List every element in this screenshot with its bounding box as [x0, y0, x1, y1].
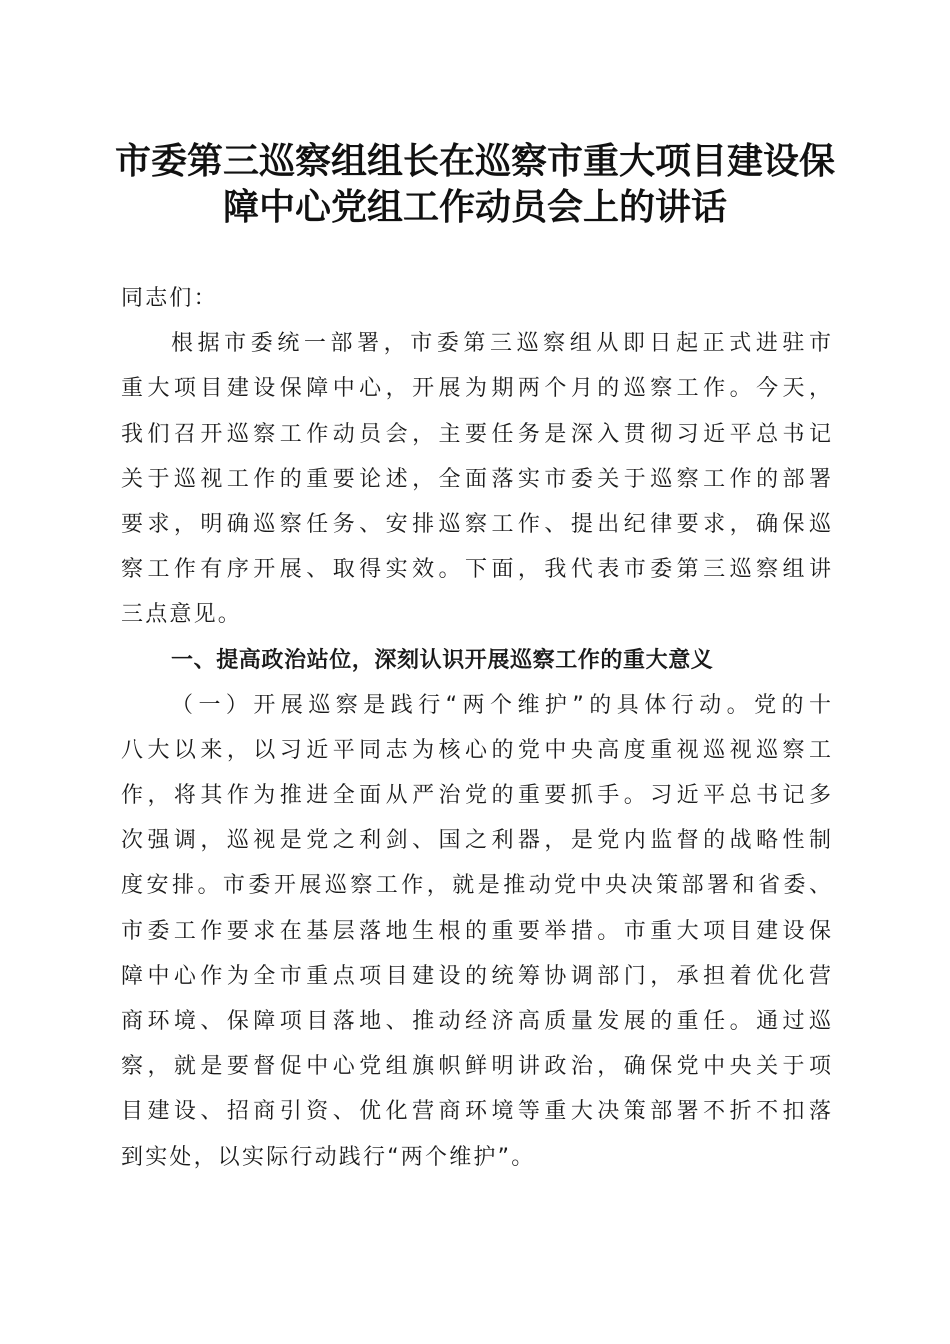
paragraph-2-line-10: 目建设、招商引资、优化营商环境等重大决策部署不折不扣落	[121, 1099, 831, 1125]
paragraph-2-line-6: 市委工作要求在基层落地生根的重要举措。市重大项目建设保	[121, 918, 831, 944]
salutation: 同志们：	[121, 286, 218, 311]
paragraph-1-line-1: 根据市委统一部署，市委第三巡察组从即日起正式进驻市	[171, 331, 831, 357]
paragraph-2-line-9: 察，就是要督促中心党组旗帜鲜明讲政治，确保党中央关于项	[121, 1054, 831, 1080]
paragraph-2-line-3: 作，将其作为推进全面从严治党的重要抓手。习近平总书记多	[121, 783, 831, 809]
paragraph-2-line-4: 次强调，巡视是党之利剑、国之利器，是党内监督的战略性制	[121, 828, 831, 854]
paragraph-1-line-2: 重大项目建设保障中心，开展为期两个月的巡察工作。今天，	[121, 376, 831, 402]
title-line-1: 市委第三巡察组组长在巡察市重大项目建设保	[114, 140, 835, 182]
paragraph-2-line-7: 障中心作为全市重点项目建设的统筹协调部门，承担着优化营	[121, 963, 831, 989]
paragraph-1-line-7: 三点意见。	[121, 602, 243, 628]
paragraph-2-line-1: （一）开展巡察是践行“两个维护”的具体行动。党的十	[171, 692, 831, 718]
paragraph-2-line-8: 商环境、保障项目落地、推动经济高质量发展的重任。通过巡	[121, 1009, 831, 1034]
paragraph-1-line-5: 要求，明确巡察任务、安排巡察工作、提出纪律要求，确保巡	[121, 511, 831, 537]
paragraph-1-line-6: 察工作有序开展、取得实效。下面，我代表市委第三巡察组讲	[121, 557, 831, 583]
document-title	[100, 138, 850, 230]
title-line-2: 障中心党组工作动员会上的讲话	[222, 186, 727, 228]
paragraph-1-line-4: 关于巡视工作的重要论述，全面落实市委关于巡察工作的部署	[121, 466, 831, 492]
paragraph-1-line-3: 我们召开巡察工作动员会，主要任务是深入贯彻习近平总书记	[121, 421, 831, 447]
paragraph-2-line-5: 度安排。市委开展巡察工作，就是推动党中央决策部署和省委、	[121, 873, 831, 899]
document-body	[121, 276, 831, 1180]
paragraph-2-line-11: 到实处，以实际行动践行“两个维护”。	[121, 1144, 536, 1170]
paragraph-2-line-2: 八大以来，以习近平同志为核心的党中央高度重视巡视巡察工	[121, 737, 831, 763]
section-heading-1: 一、提高政治站位，深刻认识开展巡察工作的重大意义	[171, 647, 714, 673]
